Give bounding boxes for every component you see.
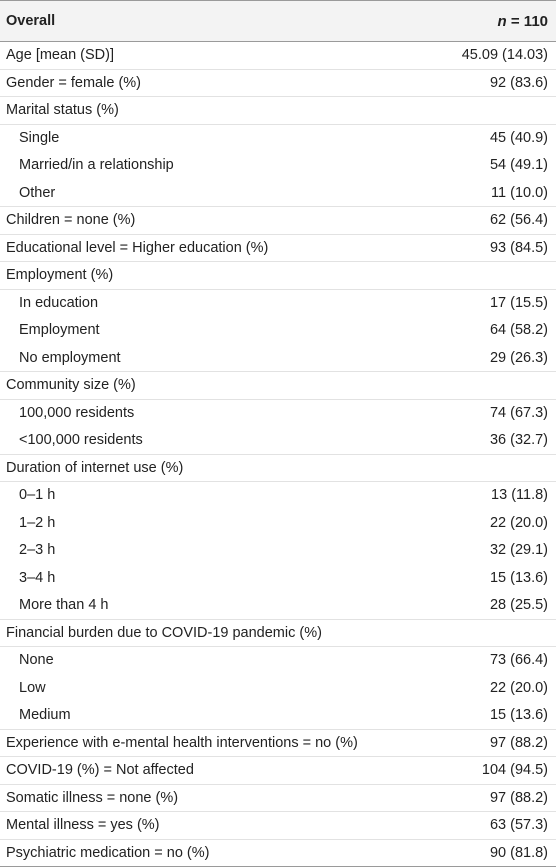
- table-row: [0, 702, 556, 730]
- row-value: 45 (40.9): [440, 124, 556, 152]
- table-row: [0, 729, 556, 757]
- table-row: [0, 97, 556, 125]
- row-label: Employment (%): [0, 262, 440, 290]
- row-value: [440, 372, 556, 400]
- row-label: More than 4 h: [0, 592, 440, 620]
- row-label: Married/in a relationship: [0, 152, 440, 180]
- row-label: In education: [0, 289, 440, 317]
- table-row: [0, 289, 556, 317]
- row-label: No employment: [0, 344, 440, 372]
- table-row: [0, 812, 556, 840]
- table-body: [0, 1, 556, 867]
- row-value: 22 (20.0): [440, 509, 556, 537]
- row-value: 11 (10.0): [440, 179, 556, 207]
- row-value: 36 (32.7): [440, 427, 556, 455]
- row-label: COVID-19 (%) = Not affected: [0, 757, 440, 785]
- row-label: Educational level = Higher education (%): [0, 234, 440, 262]
- row-value: 97 (88.2): [440, 784, 556, 812]
- header-value: [440, 1, 556, 42]
- row-label: <100,000 residents: [0, 427, 440, 455]
- row-value: [440, 262, 556, 290]
- table-row: [0, 317, 556, 345]
- table-row: [0, 509, 556, 537]
- table-row: [0, 454, 556, 482]
- row-label: None: [0, 647, 440, 675]
- table-row: [0, 619, 556, 647]
- row-value: 32 (29.1): [440, 537, 556, 565]
- table-row: [0, 399, 556, 427]
- table-row: [0, 372, 556, 400]
- row-label: Other: [0, 179, 440, 207]
- table-row: [0, 537, 556, 565]
- row-label: Duration of internet use (%): [0, 454, 440, 482]
- row-value: 74 (67.3): [440, 399, 556, 427]
- row-value: 104 (94.5): [440, 757, 556, 785]
- row-label: 2–3 h: [0, 537, 440, 565]
- row-value: 13 (11.8): [440, 482, 556, 510]
- row-label: Financial burden due to COVID-19 pandemic (%): [0, 619, 440, 647]
- table-row: [0, 42, 556, 70]
- row-label: Gender = female (%): [0, 69, 440, 97]
- table-row: [0, 757, 556, 785]
- header-value-suffix: = 110: [506, 12, 548, 30]
- row-value: 15 (13.6): [440, 702, 556, 730]
- row-value: 90 (81.8): [440, 839, 556, 867]
- row-value: 22 (20.0): [440, 674, 556, 702]
- row-value: 97 (88.2): [440, 729, 556, 757]
- row-value: 28 (25.5): [440, 592, 556, 620]
- row-value: 54 (49.1): [440, 152, 556, 180]
- table-row: [0, 674, 556, 702]
- row-label: 100,000 residents: [0, 399, 440, 427]
- row-label: Mental illness = yes (%): [0, 812, 440, 840]
- row-label: Psychiatric medication = no (%): [0, 839, 440, 867]
- table-row: [0, 179, 556, 207]
- row-value: [440, 454, 556, 482]
- table-row: [0, 647, 556, 675]
- row-value: 92 (83.6): [440, 69, 556, 97]
- header-label: Overall: [0, 1, 440, 42]
- table-row: [0, 784, 556, 812]
- table-row: [0, 262, 556, 290]
- table-row: [0, 124, 556, 152]
- row-label: Low: [0, 674, 440, 702]
- row-label: Community size (%): [0, 372, 440, 400]
- row-value: [440, 97, 556, 125]
- row-value: 73 (66.4): [440, 647, 556, 675]
- table-row: [0, 344, 556, 372]
- row-label: Marital status (%): [0, 97, 440, 125]
- row-label: 0–1 h: [0, 482, 440, 510]
- table-row: [0, 839, 556, 867]
- row-label: Employment: [0, 317, 440, 345]
- table-row: [0, 152, 556, 180]
- table-row: [0, 564, 556, 592]
- row-value: 45.09 (14.03): [440, 42, 556, 70]
- row-value: 93 (84.5): [440, 234, 556, 262]
- row-value: [440, 619, 556, 647]
- row-label: 3–4 h: [0, 564, 440, 592]
- row-label: Age [mean (SD)]: [0, 42, 440, 70]
- row-label: 1–2 h: [0, 509, 440, 537]
- table-row: [0, 234, 556, 262]
- table-row: [0, 592, 556, 620]
- row-value: 62 (56.4): [440, 207, 556, 235]
- table-row: [0, 482, 556, 510]
- table-row: [0, 207, 556, 235]
- row-value: 64 (58.2): [440, 317, 556, 345]
- row-label: Single: [0, 124, 440, 152]
- header-value-prefix: n: [497, 12, 507, 30]
- row-label: Experience with e-mental health interventions = no (%): [0, 729, 440, 757]
- row-label: Children = none (%): [0, 207, 440, 235]
- table-row: [0, 427, 556, 455]
- row-value: 15 (13.6): [440, 564, 556, 592]
- row-value: 17 (15.5): [440, 289, 556, 317]
- table-row: [0, 69, 556, 97]
- row-label: Somatic illness = none (%): [0, 784, 440, 812]
- row-value: 29 (26.3): [440, 344, 556, 372]
- row-value: 63 (57.3): [440, 812, 556, 840]
- table-header-row: [0, 1, 556, 42]
- row-label: Medium: [0, 702, 440, 730]
